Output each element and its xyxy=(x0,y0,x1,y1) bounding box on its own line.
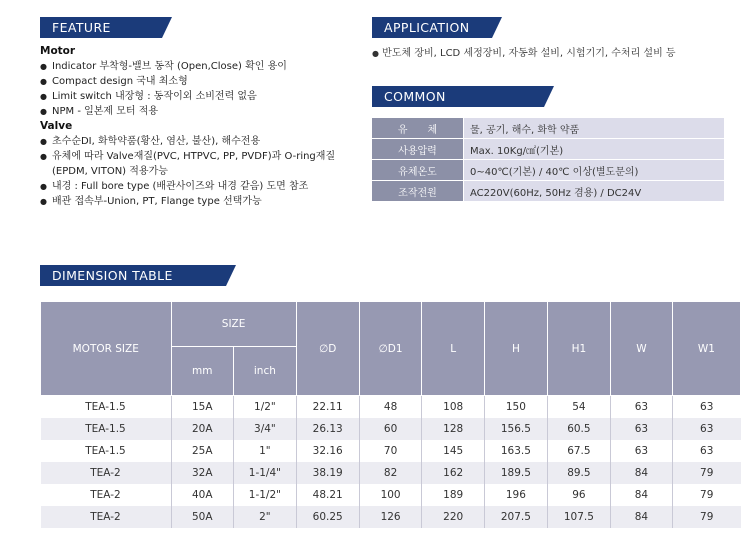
table-cell: 25A xyxy=(171,440,234,462)
table-cell: 60.25 xyxy=(296,506,359,528)
table-cell: 189 xyxy=(422,484,484,506)
table-cell: 15A xyxy=(171,396,234,419)
table-row xyxy=(41,484,741,506)
table-cell: TEA-2 xyxy=(41,462,172,484)
col-h1: H1 xyxy=(547,302,610,396)
motor-title: Motor xyxy=(40,45,76,57)
dimension-table-header: DIMENSION TABLE xyxy=(40,265,226,286)
table-cell: TEA-2 xyxy=(90,489,121,501)
col-motor-size: MOTOR SIZE xyxy=(41,302,172,396)
table-cell: 189.5 xyxy=(484,462,547,484)
common-specifications-header: COMMON xyxy=(372,86,544,107)
col-d: ∅D xyxy=(296,302,359,396)
valve-item: ● 초수순DI, 화학약품(황산, 염산, 불산), 해수전용 xyxy=(40,136,261,147)
table-cell: 22.11 xyxy=(296,396,359,419)
col-w: W xyxy=(610,302,672,396)
table-cell: 26.13 xyxy=(296,418,359,440)
table-row xyxy=(41,440,741,462)
table-cell: 40A xyxy=(171,484,234,506)
table-cell: 82 xyxy=(359,462,422,484)
table-row xyxy=(41,396,741,419)
table-cell: 126 xyxy=(359,506,422,528)
table-cell: 207.5 xyxy=(484,506,547,528)
table-cell: 145 xyxy=(422,440,484,462)
table-row xyxy=(41,506,741,528)
valve-title: Valve xyxy=(40,120,73,132)
table-cell: 50A xyxy=(171,506,234,528)
table-cell: 32.16 xyxy=(296,440,359,462)
table-cell: 38.19 xyxy=(296,462,359,484)
col-d1: ∅D1 xyxy=(359,302,422,396)
table-row xyxy=(41,418,741,440)
feature-section xyxy=(40,44,335,209)
motor-item: ● Compact design 국내 최소형 xyxy=(40,76,188,87)
table-cell: 79 xyxy=(672,506,740,528)
table-cell: 63 xyxy=(610,396,672,419)
col-l: L xyxy=(422,302,484,396)
table-cell: 100 xyxy=(359,484,422,506)
feature-header: FEATURE xyxy=(40,17,162,38)
table-cell: 63 xyxy=(672,418,740,440)
application-text: ● 반도체 장비, LCD 세정장비, 자동화 설비, 시험기기, 수처리 설비 등 xyxy=(372,48,676,59)
motor-item: ● NPM - 일본제 모터 적용 xyxy=(40,106,159,117)
motor-item: ● Indicator 부착형-밸브 동작 (Open,Close) 확인 용이 xyxy=(40,61,287,72)
table-cell: 63 xyxy=(610,440,672,462)
valve-item: ● 내경 : Full bore type (배관사이즈와 내경 같음) 도면 참조 xyxy=(40,181,309,192)
table-cell: 162 xyxy=(422,462,484,484)
table-cell: 3/4" xyxy=(234,418,297,440)
table-cell: 150 xyxy=(484,396,547,419)
common-spec-table xyxy=(372,118,724,202)
table-cell: TEA-1.5 xyxy=(41,418,172,440)
table-cell: TEA-1.5 xyxy=(85,401,126,413)
table-cell: 156.5 xyxy=(484,418,547,440)
spec-row: 유 체 물, 공기, 해수, 화학 약품 xyxy=(372,118,724,139)
table-cell: 220 xyxy=(422,506,484,528)
table-cell: 163.5 xyxy=(484,440,547,462)
table-cell: 60.5 xyxy=(547,418,610,440)
table-cell: 48.21 xyxy=(296,484,359,506)
valve-item: ● 유체에 따라 Valve재질(PVC, HTPVC, PP, PVDF)과 O-ring재질 xyxy=(40,151,336,162)
table-cell: 79 xyxy=(672,462,740,484)
table-cell: 196 xyxy=(484,484,547,506)
application-header: APPLICATION xyxy=(372,17,492,38)
table-cell: 96 xyxy=(547,484,610,506)
spec-row: 사용압력 Max. 10Kg/㎠(기본) xyxy=(372,139,724,160)
table-cell: 60 xyxy=(359,418,422,440)
col-h: H xyxy=(484,302,547,396)
col-mm: mm xyxy=(171,347,234,396)
table-cell: 48 xyxy=(359,396,422,419)
table-cell: 63 xyxy=(672,396,740,419)
table-cell: 107.5 xyxy=(547,506,610,528)
table-cell: 20A xyxy=(171,418,234,440)
col-size: SIZE xyxy=(171,302,296,347)
spec-row: 조작전원 AC220V(60Hz, 50Hz 겸용) / DC24V xyxy=(372,181,724,202)
table-row xyxy=(41,462,741,484)
table-cell: 54 xyxy=(547,396,610,419)
spec-row: 유체온도 0~40℃(기본) / 40℃ 이상(별도문의) xyxy=(372,160,724,181)
table-cell: 2" xyxy=(234,506,297,528)
table-cell: 63 xyxy=(610,418,672,440)
dimension-table xyxy=(40,301,741,528)
col-inch: inch xyxy=(234,347,297,396)
valve-item: ● 배관 접속부-Union, PT, Flange type 선택가능 xyxy=(40,196,262,207)
table-cell: TEA-1.5 xyxy=(85,445,126,457)
table-cell: 32A xyxy=(171,462,234,484)
col-w1: W1 xyxy=(672,302,740,396)
table-cell: 67.5 xyxy=(547,440,610,462)
table-cell: 63 xyxy=(672,440,740,462)
table-cell: 70 xyxy=(359,440,422,462)
table-cell: 84 xyxy=(610,506,672,528)
motor-item: ● Limit switch 내장형 : 동작이외 소비전력 없음 xyxy=(40,91,257,102)
table-cell: 84 xyxy=(610,462,672,484)
valve-item-continued: (EPDM, VITON) 적용가능 xyxy=(52,166,168,177)
table-cell: 128 xyxy=(422,418,484,440)
table-cell: 1-1/4" xyxy=(234,462,297,484)
table-cell: 84 xyxy=(610,484,672,506)
table-cell: TEA-2 xyxy=(41,506,172,528)
table-cell: 79 xyxy=(672,484,740,506)
table-cell: 1" xyxy=(234,440,297,462)
table-cell: 1/2" xyxy=(234,396,297,419)
table-cell: 1-1/2" xyxy=(234,484,297,506)
table-cell: 108 xyxy=(422,396,484,419)
table-cell: 89.5 xyxy=(547,462,610,484)
